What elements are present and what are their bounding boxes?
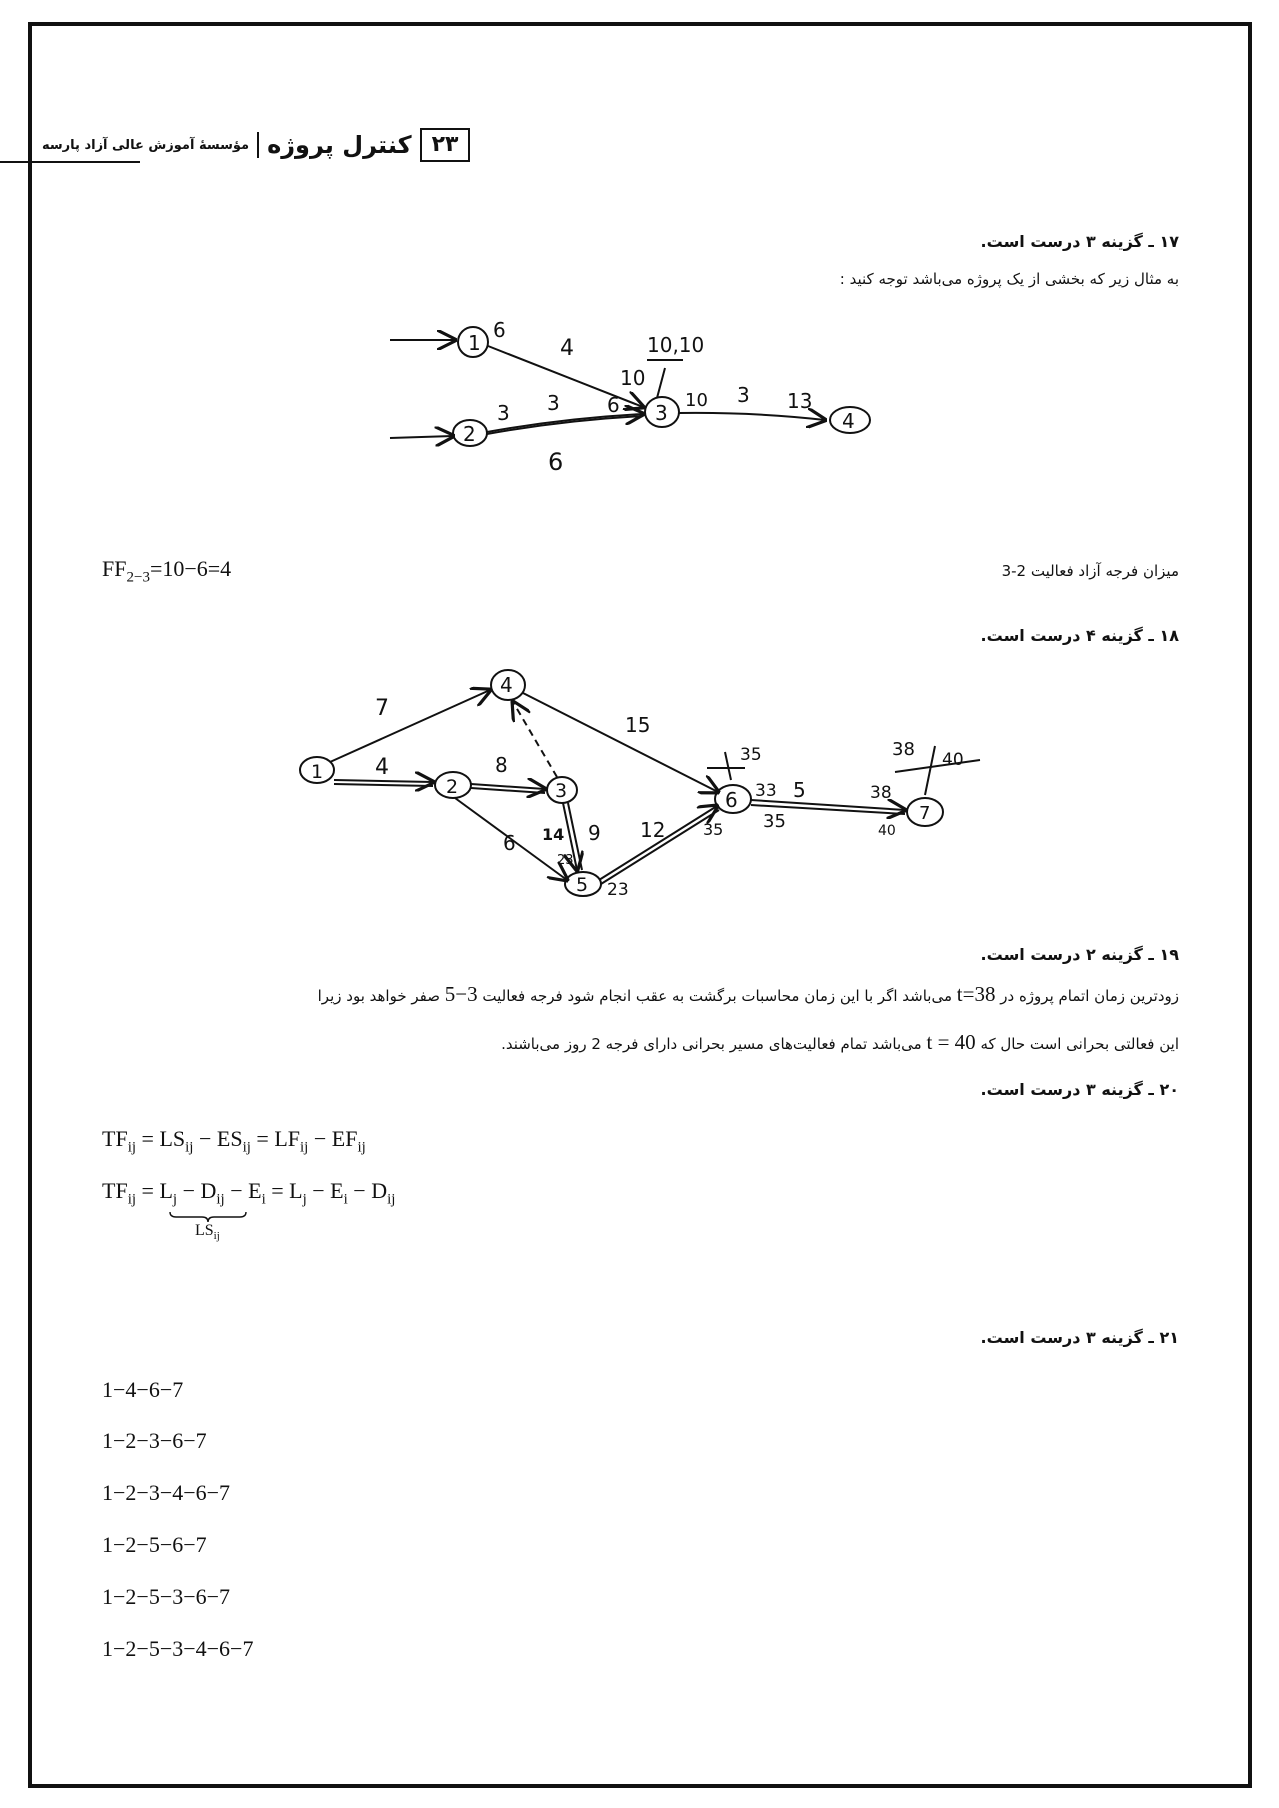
q21-path-4: 1−2−5−6−7 (102, 1532, 207, 1557)
q20-formula-2: $TF_{ij} = L_j - D_{ij} - E_i = L_j - E_i - D_{ij}$ (102, 1178, 396, 1208)
q21-path-5: 1−2−5−3−6−7 (102, 1584, 231, 1609)
q17-node-label-3: 3 (655, 401, 668, 425)
q19-heading: ۱۹ ـ گزینه ۲ درست است. (980, 945, 1179, 964)
q18-tick-7-v (925, 746, 935, 795)
q19-line-1: زودترین زمان اتمام پروژه در t=38 می‌باشد اگر با این زمان محاسبات برگشت به عقب انجام شود فرجه فعالیت 5−3 صفر خواهد بود زیرا (317, 982, 1179, 1006)
q17-network-diagram (385, 320, 885, 490)
q18-edge-label-12: 12 (640, 818, 666, 842)
page-header (34, 128, 470, 162)
q18-node-label-5: 5 (576, 874, 589, 896)
q18-time-33: 33 (755, 781, 777, 801)
q17-ff-label: میزان فرجه آزاد فعالیت 2-3 (1001, 562, 1179, 580)
q17-label-3b: 3 (547, 391, 560, 415)
q18-node-label-4: 4 (500, 673, 513, 697)
q18-node-label-3: 3 (555, 780, 568, 802)
q18-edge-label-9: 9 (588, 821, 601, 845)
q18-tick-7-h (895, 760, 980, 772)
q18-edge-label-15: 15 (625, 713, 651, 737)
q18-node-label-2: 2 (446, 776, 459, 798)
q20-formula-1: $TF_{ij} = LS_{ij} - ES_{ij} = LF_{ij} - EF_{ij}$ (102, 1126, 366, 1156)
q20-heading: ۲۰ ـ گزینه ۳ درست است. (980, 1080, 1179, 1099)
q18-time-23b: 23 (607, 880, 629, 900)
q17-label-13: 13 (787, 389, 813, 413)
q17-label-6a: 6 (493, 320, 506, 342)
q20-brace-label: $LS_{ij}$ (195, 1222, 220, 1243)
q18-time-35c: 35 (703, 820, 724, 839)
q18-heading: ۱۸ ـ گزینه ۴ درست است. (980, 626, 1179, 645)
q17-label-10a: 10 (620, 366, 646, 390)
q18-edge-label-7: 7 (375, 696, 389, 721)
q21-path-1: 1−4−6−7 (102, 1377, 184, 1402)
q17-intro: به مثال زیر که بخشی از یک پروژه می‌باشد توجه کنید : (839, 270, 1179, 288)
page-number: ۲۳ (420, 128, 471, 162)
q17-heading: ۱۷ ـ گزینه ۳ درست است. (980, 232, 1179, 251)
q17-in-arrow-2 (390, 436, 453, 438)
book-title: کنترل پروژه (267, 131, 412, 159)
q18-edge-label-4: 4 (375, 755, 389, 780)
q18-time-23a: 23 (557, 853, 574, 868)
q17-ff-formula: $FF_{2-3}=10-6=4$ (102, 556, 232, 586)
q17-label-10b: 10 (685, 390, 708, 411)
q18-edge-1-2-b (334, 784, 433, 786)
q17-label-10-10: 10,10 (647, 333, 705, 357)
q18-time-40a: 40 (942, 750, 964, 770)
q18-edge-3-4 (513, 702, 557, 777)
q21-heading: ۲۱ ـ گزینه ۳ درست است. (980, 1328, 1179, 1347)
q17-label-4: 4 (560, 336, 574, 361)
q18-edge-label-5: 5 (793, 778, 806, 802)
q17-node-label-2: 2 (463, 422, 476, 446)
q17-node-label-4: 4 (842, 409, 855, 433)
q17-edge-3-4 (679, 413, 825, 420)
q18-time-35a: 35 (740, 745, 762, 765)
q18-node-label-1: 1 (311, 761, 324, 783)
header-separator (257, 132, 259, 158)
q18-edge-4-6 (523, 693, 718, 792)
institute-name: مؤسسهٔ آموزش عالی آزاد پارسه (42, 137, 250, 153)
q18-time-35b: 35 (763, 811, 786, 832)
q17-label-3c: 3 (737, 383, 750, 407)
q17-tick-vertical (657, 368, 665, 398)
q18-tick-6-v (725, 752, 731, 780)
q17-label-6b: 6 (607, 393, 620, 417)
q18-edge-label-6: 6 (503, 831, 516, 855)
q21-path-2: 1−2−3−6−7 (102, 1428, 207, 1453)
q17-edge-2-3-b (487, 416, 643, 434)
q18-node-label-6: 6 (725, 788, 738, 812)
q18-time-40b: 40 (878, 823, 896, 839)
q18-edge-1-4 (330, 690, 490, 762)
q18-node-label-7: 7 (919, 803, 931, 824)
q21-path-3: 1−2−3−4−6−7 (102, 1480, 231, 1505)
q18-network-diagram (285, 650, 985, 900)
q18-edge-1-2 (334, 780, 433, 782)
q17-label-6c: 6 (548, 448, 564, 476)
q17-label-3a: 3 (497, 401, 510, 425)
q21-path-6: 1−2−5−3−4−6−7 (102, 1636, 254, 1661)
q18-time-38a: 38 (892, 739, 915, 760)
q17-node-label-1: 1 (468, 331, 481, 355)
q18-time-38b: 38 (870, 783, 892, 803)
q19-line-2: این فعالتی بحرانی است حال که t = 40 می‌باشد تمام فعالیت‌های مسیر بحرانی دارای فرجه 2 روز می‌باشند. (501, 1030, 1179, 1054)
q18-edge-label-14: 14 (542, 825, 565, 844)
q18-edge-label-8: 8 (495, 753, 508, 777)
